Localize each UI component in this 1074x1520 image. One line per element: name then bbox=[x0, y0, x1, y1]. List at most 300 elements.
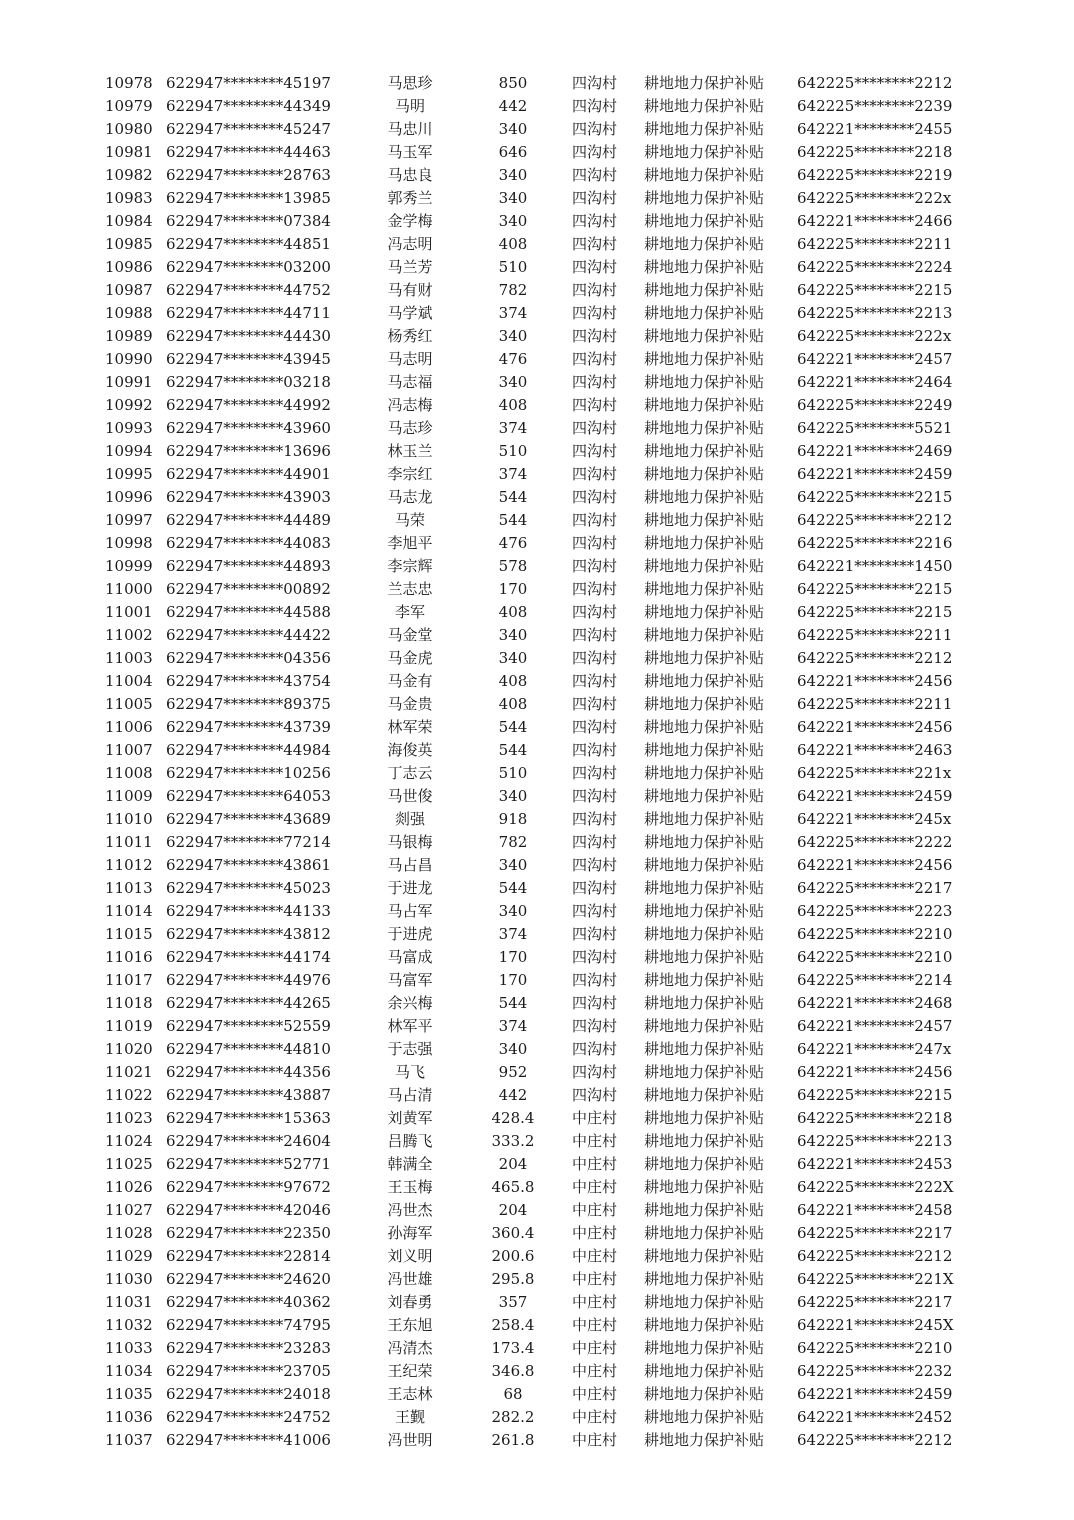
row-index: 10980 bbox=[105, 120, 153, 138]
subsidy-type: 耕地地力保护补贴 bbox=[644, 1270, 765, 1288]
subsidy-type: 耕地地力保护补贴 bbox=[644, 419, 765, 437]
subsidy-type: 耕地地力保护补贴 bbox=[644, 1408, 765, 1426]
subsidy-type: 耕地地力保护补贴 bbox=[644, 856, 765, 874]
table-row bbox=[0, 1406, 1074, 1429]
recipient-name: 金学梅 bbox=[387, 212, 433, 230]
village-name: 四沟村 bbox=[572, 1086, 618, 1104]
subsidy-amount: 295.8 bbox=[491, 1270, 535, 1288]
village-name: 中庄村 bbox=[572, 1431, 618, 1449]
recipient-name: 余兴梅 bbox=[387, 994, 433, 1012]
table-row bbox=[0, 1429, 1074, 1452]
recipient-name: 王纪荣 bbox=[387, 1362, 433, 1380]
account-number: 622947********44083 bbox=[166, 534, 331, 552]
row-index: 11037 bbox=[105, 1431, 153, 1449]
row-index: 11024 bbox=[105, 1132, 153, 1150]
subsidy-amount: 408 bbox=[498, 396, 528, 414]
village-name: 中庄村 bbox=[572, 1178, 618, 1196]
account-number: 622947********03218 bbox=[166, 373, 331, 391]
village-name: 中庄村 bbox=[572, 1408, 618, 1426]
row-index: 11036 bbox=[105, 1408, 153, 1426]
account-number: 622947********44752 bbox=[166, 281, 331, 299]
subsidy-amount: 374 bbox=[498, 465, 528, 483]
subsidy-type: 耕地地力保护补贴 bbox=[644, 304, 765, 322]
account-number: 622947********44893 bbox=[166, 557, 331, 575]
subsidy-type: 耕地地力保护补贴 bbox=[644, 1362, 765, 1380]
subsidy-type: 耕地地力保护补贴 bbox=[644, 787, 765, 805]
id-number: 642221********2456 bbox=[797, 718, 953, 736]
table-row bbox=[0, 279, 1074, 302]
subsidy-type: 耕地地力保护补贴 bbox=[644, 212, 765, 230]
village-name: 四沟村 bbox=[572, 695, 618, 713]
recipient-name: 丁志云 bbox=[387, 764, 433, 782]
recipient-name: 李军 bbox=[394, 603, 425, 621]
village-name: 四沟村 bbox=[572, 258, 618, 276]
recipient-name: 林玉兰 bbox=[387, 442, 433, 460]
account-number: 622947********44992 bbox=[166, 396, 331, 414]
recipient-name: 马志龙 bbox=[387, 488, 433, 506]
village-name: 中庄村 bbox=[572, 1224, 618, 1242]
account-number: 622947********44810 bbox=[166, 1040, 331, 1058]
recipient-name: 兰志忠 bbox=[387, 580, 433, 598]
id-number: 642221********2457 bbox=[797, 1017, 953, 1035]
table-row bbox=[0, 854, 1074, 877]
recipient-name: 冯志梅 bbox=[387, 396, 433, 414]
village-name: 中庄村 bbox=[572, 1270, 618, 1288]
subsidy-type: 耕地地力保护补贴 bbox=[644, 1155, 765, 1173]
row-index: 11001 bbox=[105, 603, 153, 621]
subsidy-amount: 170 bbox=[498, 948, 528, 966]
id-number: 642225********2219 bbox=[797, 166, 953, 184]
subsidy-amount: 261.8 bbox=[491, 1431, 535, 1449]
village-name: 四沟村 bbox=[572, 856, 618, 874]
table-row bbox=[0, 578, 1074, 601]
subsidy-type: 耕地地力保护补贴 bbox=[644, 695, 765, 713]
subsidy-amount: 340 bbox=[498, 373, 528, 391]
account-number: 622947********43754 bbox=[166, 672, 331, 690]
account-number: 622947********43861 bbox=[166, 856, 331, 874]
row-index: 11034 bbox=[105, 1362, 153, 1380]
table-row bbox=[0, 900, 1074, 923]
recipient-name: 李宗红 bbox=[387, 465, 433, 483]
table-row bbox=[0, 371, 1074, 394]
village-name: 四沟村 bbox=[572, 235, 618, 253]
id-number: 642225********2214 bbox=[797, 971, 953, 989]
subsidy-type: 耕地地力保护补贴 bbox=[644, 97, 765, 115]
table-row bbox=[0, 302, 1074, 325]
recipient-name: 于进龙 bbox=[387, 879, 433, 897]
row-index: 10989 bbox=[105, 327, 153, 345]
subsidy-amount: 340 bbox=[498, 189, 528, 207]
subsidy-amount: 340 bbox=[498, 120, 528, 138]
village-name: 四沟村 bbox=[572, 327, 618, 345]
row-index: 10997 bbox=[105, 511, 153, 529]
id-number: 642221********2457 bbox=[797, 350, 953, 368]
table-row bbox=[0, 210, 1074, 233]
village-name: 四沟村 bbox=[572, 580, 618, 598]
row-index: 10979 bbox=[105, 97, 153, 115]
subsidy-amount: 68 bbox=[503, 1385, 523, 1403]
recipient-name: 马金虎 bbox=[387, 649, 433, 667]
recipient-name: 马志明 bbox=[387, 350, 433, 368]
id-number: 642225********2222 bbox=[797, 833, 953, 851]
table-row bbox=[0, 739, 1074, 762]
village-name: 四沟村 bbox=[572, 304, 618, 322]
village-name: 四沟村 bbox=[572, 764, 618, 782]
table-row bbox=[0, 532, 1074, 555]
recipient-name: 马忠良 bbox=[387, 166, 433, 184]
table-row bbox=[0, 394, 1074, 417]
subsidy-type: 耕地地力保护补贴 bbox=[644, 879, 765, 897]
subsidy-type: 耕地地力保护补贴 bbox=[644, 373, 765, 391]
recipient-name: 王东旭 bbox=[387, 1316, 433, 1334]
account-number: 622947********44711 bbox=[166, 304, 331, 322]
table-row bbox=[0, 624, 1074, 647]
id-number: 642225********2215 bbox=[797, 603, 953, 621]
subsidy-amount: 374 bbox=[498, 419, 528, 437]
row-index: 11010 bbox=[105, 810, 153, 828]
village-name: 四沟村 bbox=[572, 603, 618, 621]
subsidy-type: 耕地地力保护补贴 bbox=[644, 1040, 765, 1058]
id-number: 642225********2210 bbox=[797, 1339, 953, 1357]
table-row bbox=[0, 601, 1074, 624]
table-row bbox=[0, 946, 1074, 969]
subsidy-amount: 204 bbox=[498, 1201, 528, 1219]
account-number: 622947********44984 bbox=[166, 741, 331, 759]
account-number: 622947********43903 bbox=[166, 488, 331, 506]
table-row bbox=[0, 1107, 1074, 1130]
recipient-name: 杨秀红 bbox=[387, 327, 433, 345]
id-number: 642225********2213 bbox=[797, 1132, 953, 1150]
recipient-name: 孙海军 bbox=[387, 1224, 433, 1242]
id-number: 642225********2216 bbox=[797, 534, 953, 552]
account-number: 622947********43887 bbox=[166, 1086, 331, 1104]
village-name: 四沟村 bbox=[572, 373, 618, 391]
subsidy-type: 耕地地力保护补贴 bbox=[644, 672, 765, 690]
account-number: 622947********41006 bbox=[166, 1431, 331, 1449]
row-index: 10996 bbox=[105, 488, 153, 506]
subsidy-type: 耕地地力保护补贴 bbox=[644, 626, 765, 644]
subsidy-type: 耕地地力保护补贴 bbox=[644, 1385, 765, 1403]
village-name: 四沟村 bbox=[572, 534, 618, 552]
recipient-name: 王志林 bbox=[387, 1385, 433, 1403]
row-index: 11028 bbox=[105, 1224, 153, 1242]
row-index: 10995 bbox=[105, 465, 153, 483]
table-row bbox=[0, 923, 1074, 946]
subsidy-type: 耕地地力保护补贴 bbox=[644, 1339, 765, 1357]
id-number: 642221********2458 bbox=[797, 1201, 953, 1219]
row-index: 10999 bbox=[105, 557, 153, 575]
subsidy-amount: 340 bbox=[498, 1040, 528, 1058]
table-row bbox=[0, 1314, 1074, 1337]
id-number: 642225********2212 bbox=[797, 1431, 953, 1449]
account-number: 622947********00892 bbox=[166, 580, 331, 598]
id-number: 642225********222X bbox=[797, 1178, 954, 1196]
account-number: 622947********64053 bbox=[166, 787, 331, 805]
account-number: 622947********44463 bbox=[166, 143, 331, 161]
recipient-name: 剡强 bbox=[394, 810, 425, 828]
subsidy-amount: 476 bbox=[498, 534, 528, 552]
table-row bbox=[0, 808, 1074, 831]
subsidy-amount: 544 bbox=[498, 511, 528, 529]
account-number: 622947********77214 bbox=[166, 833, 331, 851]
subsidy-type: 耕地地力保护补贴 bbox=[644, 649, 765, 667]
row-index: 11027 bbox=[105, 1201, 153, 1219]
recipient-name: 马志珍 bbox=[387, 419, 433, 437]
village-name: 四沟村 bbox=[572, 787, 618, 805]
id-number: 642225********2224 bbox=[797, 258, 953, 276]
id-number: 642225********2218 bbox=[797, 143, 953, 161]
table-row bbox=[0, 486, 1074, 509]
account-number: 622947********15363 bbox=[166, 1109, 331, 1127]
row-index: 10986 bbox=[105, 258, 153, 276]
table-row bbox=[0, 141, 1074, 164]
village-name: 四沟村 bbox=[572, 649, 618, 667]
subsidy-amount: 476 bbox=[498, 350, 528, 368]
village-name: 四沟村 bbox=[572, 97, 618, 115]
account-number: 622947********13696 bbox=[166, 442, 331, 460]
recipient-name: 马占清 bbox=[387, 1086, 433, 1104]
table-row bbox=[0, 348, 1074, 371]
row-index: 11018 bbox=[105, 994, 153, 1012]
id-number: 642225********2212 bbox=[797, 74, 953, 92]
subsidy-amount: 408 bbox=[498, 672, 528, 690]
row-index: 11013 bbox=[105, 879, 153, 897]
subsidy-amount: 544 bbox=[498, 488, 528, 506]
village-name: 中庄村 bbox=[572, 1293, 618, 1311]
village-name: 四沟村 bbox=[572, 718, 618, 736]
account-number: 622947********74795 bbox=[166, 1316, 331, 1334]
id-number: 642225********2211 bbox=[797, 235, 953, 253]
row-index: 11016 bbox=[105, 948, 153, 966]
village-name: 四沟村 bbox=[572, 1017, 618, 1035]
table-row bbox=[0, 670, 1074, 693]
subsidy-amount: 333.2 bbox=[491, 1132, 535, 1150]
id-number: 642225********2215 bbox=[797, 1086, 953, 1104]
id-number: 642225********222x bbox=[797, 327, 952, 345]
subsidy-amount: 374 bbox=[498, 1017, 528, 1035]
row-index: 11012 bbox=[105, 856, 153, 874]
subsidy-amount: 408 bbox=[498, 235, 528, 253]
subsidy-amount: 544 bbox=[498, 879, 528, 897]
row-index: 11002 bbox=[105, 626, 153, 644]
id-number: 642225********2213 bbox=[797, 304, 953, 322]
account-number: 622947********89375 bbox=[166, 695, 331, 713]
table-row bbox=[0, 555, 1074, 578]
village-name: 四沟村 bbox=[572, 1063, 618, 1081]
id-number: 642221********2469 bbox=[797, 442, 953, 460]
table-row bbox=[0, 187, 1074, 210]
account-number: 622947********10256 bbox=[166, 764, 331, 782]
recipient-name: 马兰芳 bbox=[387, 258, 433, 276]
village-name: 四沟村 bbox=[572, 74, 618, 92]
table-row bbox=[0, 233, 1074, 256]
subsidy-type: 耕地地力保护补贴 bbox=[644, 994, 765, 1012]
subsidy-type: 耕地地力保护补贴 bbox=[644, 1132, 765, 1150]
id-number: 642225********2212 bbox=[797, 649, 953, 667]
subsidy-type: 耕地地力保护补贴 bbox=[644, 833, 765, 851]
row-index: 11032 bbox=[105, 1316, 153, 1334]
table-row bbox=[0, 1383, 1074, 1406]
subsidy-amount: 544 bbox=[498, 741, 528, 759]
recipient-name: 冯世雄 bbox=[387, 1270, 433, 1288]
village-name: 四沟村 bbox=[572, 212, 618, 230]
account-number: 622947********97672 bbox=[166, 1178, 331, 1196]
subsidy-amount: 340 bbox=[498, 166, 528, 184]
subsidy-type: 耕地地力保护补贴 bbox=[644, 350, 765, 368]
recipient-name: 马富军 bbox=[387, 971, 433, 989]
row-index: 11015 bbox=[105, 925, 153, 943]
village-name: 中庄村 bbox=[572, 1385, 618, 1403]
row-index: 10978 bbox=[105, 74, 153, 92]
account-number: 622947********43960 bbox=[166, 419, 331, 437]
village-name: 四沟村 bbox=[572, 925, 618, 943]
account-number: 622947********44588 bbox=[166, 603, 331, 621]
recipient-name: 马忠川 bbox=[387, 120, 433, 138]
village-name: 中庄村 bbox=[572, 1362, 618, 1380]
id-number: 642221********2456 bbox=[797, 1063, 953, 1081]
subsidy-amount: 340 bbox=[498, 327, 528, 345]
subsidy-amount: 442 bbox=[498, 97, 528, 115]
subsidy-type: 耕地地力保护补贴 bbox=[644, 534, 765, 552]
id-number: 642225********2215 bbox=[797, 580, 953, 598]
table-row bbox=[0, 440, 1074, 463]
id-number: 642225********2211 bbox=[797, 695, 953, 713]
village-name: 四沟村 bbox=[572, 350, 618, 368]
account-number: 622947********45247 bbox=[166, 120, 331, 138]
account-number: 622947********44356 bbox=[166, 1063, 331, 1081]
village-name: 四沟村 bbox=[572, 971, 618, 989]
id-number: 642221********2456 bbox=[797, 856, 953, 874]
subsidy-amount: 510 bbox=[498, 442, 528, 460]
row-index: 11029 bbox=[105, 1247, 153, 1265]
subsidy-type: 耕地地力保护补贴 bbox=[644, 1431, 765, 1449]
recipient-name: 马明 bbox=[394, 97, 425, 115]
recipient-name: 刘春勇 bbox=[387, 1293, 433, 1311]
subsidy-amount: 258.4 bbox=[491, 1316, 535, 1334]
account-number: 622947********44174 bbox=[166, 948, 331, 966]
account-number: 622947********44851 bbox=[166, 235, 331, 253]
account-number: 622947********44901 bbox=[166, 465, 331, 483]
subsidy-type: 耕地地力保护补贴 bbox=[644, 1063, 765, 1081]
account-number: 622947********07384 bbox=[166, 212, 331, 230]
table-row bbox=[0, 463, 1074, 486]
recipient-name: 马荣 bbox=[394, 511, 425, 529]
subsidy-amount: 204 bbox=[498, 1155, 528, 1173]
village-name: 四沟村 bbox=[572, 672, 618, 690]
recipient-name: 韩满全 bbox=[387, 1155, 433, 1173]
recipient-name: 李宗辉 bbox=[387, 557, 433, 575]
subsidy-type: 耕地地力保护补贴 bbox=[644, 120, 765, 138]
row-index: 10981 bbox=[105, 143, 153, 161]
id-number: 642225********2249 bbox=[797, 396, 953, 414]
table-row bbox=[0, 785, 1074, 808]
account-number: 622947********24604 bbox=[166, 1132, 331, 1150]
subsidy-amount: 646 bbox=[498, 143, 528, 161]
subsidy-type: 耕地地力保护补贴 bbox=[644, 442, 765, 460]
table-row bbox=[0, 992, 1074, 1015]
subsidy-amount: 340 bbox=[498, 626, 528, 644]
account-number: 622947********04356 bbox=[166, 649, 331, 667]
row-index: 10990 bbox=[105, 350, 153, 368]
subsidy-amount: 782 bbox=[498, 281, 528, 299]
recipient-name: 马世俊 bbox=[387, 787, 433, 805]
subsidy-type: 耕地地力保护补贴 bbox=[644, 948, 765, 966]
subsidy-amount: 374 bbox=[498, 304, 528, 322]
subsidy-type: 耕地地力保护补贴 bbox=[644, 143, 765, 161]
subsidy-amount: 850 bbox=[498, 74, 528, 92]
id-number: 642221********2459 bbox=[797, 1385, 953, 1403]
account-number: 622947********24620 bbox=[166, 1270, 331, 1288]
village-name: 中庄村 bbox=[572, 1155, 618, 1173]
table-row bbox=[0, 693, 1074, 716]
table-row bbox=[0, 509, 1074, 532]
row-index: 11006 bbox=[105, 718, 153, 736]
village-name: 四沟村 bbox=[572, 419, 618, 437]
recipient-name: 马占军 bbox=[387, 902, 433, 920]
row-index: 11009 bbox=[105, 787, 153, 805]
row-index: 11022 bbox=[105, 1086, 153, 1104]
row-index: 11031 bbox=[105, 1293, 153, 1311]
id-number: 642225********2210 bbox=[797, 925, 953, 943]
row-index: 11020 bbox=[105, 1040, 153, 1058]
subsidy-type: 耕地地力保护补贴 bbox=[644, 1109, 765, 1127]
recipient-name: 王玉梅 bbox=[387, 1178, 433, 1196]
subsidy-amount: 544 bbox=[498, 994, 528, 1012]
account-number: 622947********24018 bbox=[166, 1385, 331, 1403]
id-number: 642221********2453 bbox=[797, 1155, 953, 1173]
subsidy-type: 耕地地力保护补贴 bbox=[644, 511, 765, 529]
table-row bbox=[0, 95, 1074, 118]
table-row bbox=[0, 72, 1074, 95]
id-number: 642225********2215 bbox=[797, 488, 953, 506]
id-number: 642225********221X bbox=[797, 1270, 954, 1288]
id-number: 642225********2223 bbox=[797, 902, 953, 920]
id-number: 642225********2217 bbox=[797, 1224, 953, 1242]
account-number: 622947********44489 bbox=[166, 511, 331, 529]
recipient-name: 马金有 bbox=[387, 672, 433, 690]
subsidy-amount: 578 bbox=[498, 557, 528, 575]
subsidy-amount: 340 bbox=[498, 212, 528, 230]
subsidy-type: 耕地地力保护补贴 bbox=[644, 1247, 765, 1265]
recipient-name: 马富成 bbox=[387, 948, 433, 966]
row-index: 10984 bbox=[105, 212, 153, 230]
subsidy-amount: 360.4 bbox=[491, 1224, 535, 1242]
subsidy-amount: 346.8 bbox=[491, 1362, 535, 1380]
table-row bbox=[0, 325, 1074, 348]
recipient-name: 马玉军 bbox=[387, 143, 433, 161]
account-number: 622947********52771 bbox=[166, 1155, 331, 1173]
row-index: 10992 bbox=[105, 396, 153, 414]
row-index: 11007 bbox=[105, 741, 153, 759]
row-index: 11021 bbox=[105, 1063, 153, 1081]
subsidy-amount: 952 bbox=[498, 1063, 528, 1081]
row-index: 11025 bbox=[105, 1155, 153, 1173]
recipient-name: 吕腾飞 bbox=[387, 1132, 433, 1150]
subsidy-amount: 408 bbox=[498, 695, 528, 713]
subsidy-amount: 200.6 bbox=[491, 1247, 535, 1265]
row-index: 11008 bbox=[105, 764, 153, 782]
account-number: 622947********44349 bbox=[166, 97, 331, 115]
account-number: 622947********22814 bbox=[166, 1247, 331, 1265]
village-name: 四沟村 bbox=[572, 442, 618, 460]
table-row bbox=[0, 1130, 1074, 1153]
subsidy-type: 耕地地力保护补贴 bbox=[644, 235, 765, 253]
id-number: 642225********2211 bbox=[797, 626, 953, 644]
account-number: 622947********43812 bbox=[166, 925, 331, 943]
subsidy-type: 耕地地力保护补贴 bbox=[644, 925, 765, 943]
row-index: 10985 bbox=[105, 235, 153, 253]
id-number: 642221********1450 bbox=[797, 557, 953, 575]
